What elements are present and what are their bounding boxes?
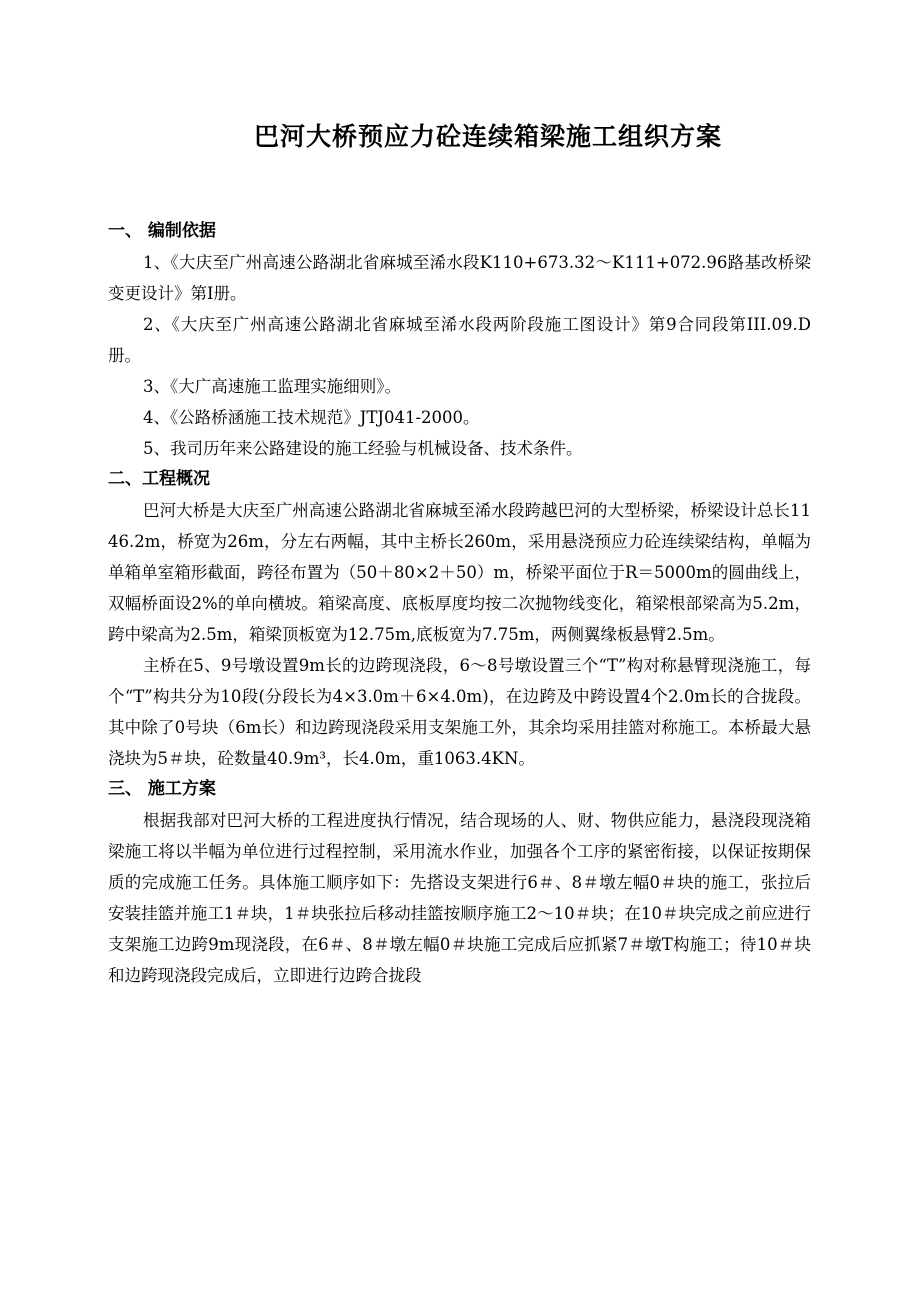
paragraph: 2、《大庆至广州高速公路湖北省麻城至浠水段两阶段施工图设计》第9合同段第III.09.D册。 — [108, 315, 811, 365]
paragraph: 主桥在5、9号墩设置9m长的边跨现浇段，6～8号墩设置三个“T”构对称悬臂现浇施工，每个“T”构共分为10段(分段长为4×3.0m＋6×4.0m)，在边跨及中跨设置4个2.0m长的合拢段。其中除了0号块（6m长）和边跨现浇段采用支架施工外，其余均采用挂篮对称施工。本桥最大悬浇块为5＃块，砼数量40.9m³，长4.0m，重1063.4KN。 — [108, 656, 811, 768]
paragraph: 3、《大广高速施工监理实施细则》。 — [143, 377, 401, 396]
document-body — [108, 216, 811, 991]
paragraph: 4、《公路桥涵施工技术规范》JTJ041-2000。 — [143, 408, 480, 427]
paragraph: 巴河大桥是大庆至广州高速公路湖北省麻城至浠水段跨越巴河的大型桥梁，桥梁设计总长1146.2m，桥宽为26m，分左右两幅，其中主桥长260m，采用悬浇预应力砼连续梁结构，单幅为单箱单室箱形截面，跨径布置为（50＋80×2＋50）m，桥梁平面位于R＝5000m的圆曲线上，双幅桥面设2%的单向横坡。箱梁高度、底板厚度均按二次抛物线变化，箱梁根部梁高为5.2m，跨中梁高为2.5m，箱梁顶板宽为12.75m,底板宽为7.75m，两侧翼缘板悬臂2.5m。 — [108, 501, 811, 644]
page-title: 巴河大桥预应力砼连续箱梁施工组织方案 — [253, 122, 722, 151]
section-heading: 二、工程概况 — [108, 469, 210, 489]
section-heading: 三、 施工方案 — [108, 779, 216, 799]
paragraph: 根据我部对巴河大桥的工程进度执行情况，结合现场的人、财、物供应能力，悬浇段现浇箱梁施工将以半幅为单位进行过程控制，采用流水作业，加强各个工序的紧密衔接，以保证按期保质的完成施工任务。具体施工顺序如下：先搭设支架进行6＃、8＃墩左幅0＃块的施工，张拉后安装挂篮并施工1＃块，1＃块张拉后移动挂篮按顺序施工2～10＃块；在10＃块完成之前应进行支架施工边跨9m现浇段，在6＃、8＃墩左幅0＃块施工完成后应抓紧7＃墩T构施工；待10＃块和边跨现浇段完成后，立即进行边跨合拢段 — [108, 811, 811, 985]
paragraph: 5、我司历年来公路建设的施工经验与机械设备、技术条件。 — [143, 439, 583, 458]
section-heading: 一、 编制依据 — [108, 221, 216, 241]
paragraph: 1、《大庆至广州高速公路湖北省麻城至浠水段K110+673.32～K111+072.96路基改桥梁变更设计》第I册。 — [108, 253, 811, 303]
